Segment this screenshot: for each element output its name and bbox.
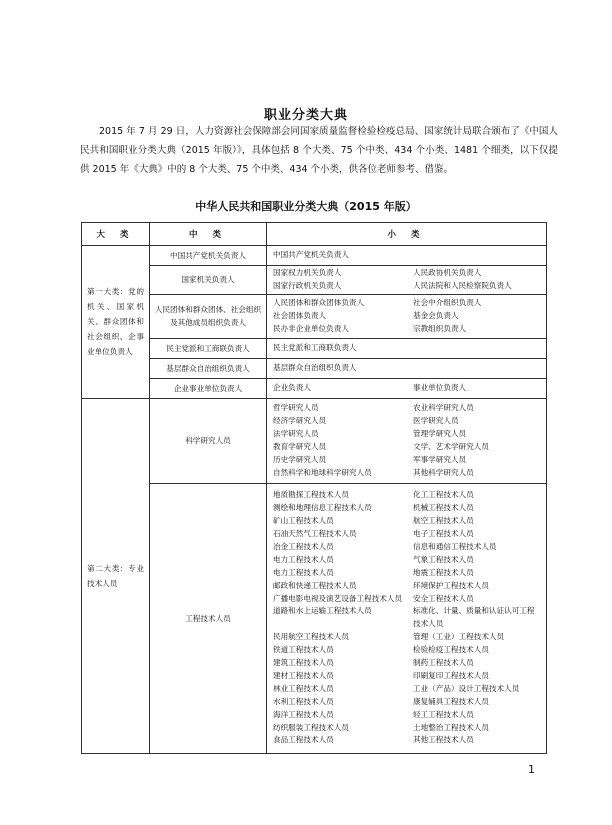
minor-item: 教育学研究人员: [273, 441, 327, 451]
minor-item: 地震工程技术人员: [413, 567, 474, 577]
table-row: [82, 483, 547, 753]
minor-category-cell: [267, 358, 547, 378]
minor-item: 机械工程技术人员: [413, 503, 474, 513]
minor-item: 文学、艺术学研究人员: [413, 441, 489, 451]
minor-item: 林业工程技术人员: [273, 683, 334, 693]
table-row: [82, 398, 547, 483]
minor-item: 国家权力机关负责人: [273, 268, 342, 277]
header-middle: 中 类: [150, 223, 267, 246]
table-row: [82, 294, 547, 338]
minor-item: 康复辅具工程技术人员: [413, 696, 489, 706]
minor-item: 基层群众自治组织负责人: [273, 362, 357, 372]
minor-item: 人民政协机关负责人: [413, 268, 482, 277]
middle-category-cell: 民主党派和工商联负责人: [150, 338, 267, 358]
minor-item: 邮政和快递工程技术人员: [273, 580, 357, 590]
minor-list: [273, 249, 540, 262]
table-row: [82, 246, 547, 266]
minor-item: 企业负责人: [273, 382, 311, 392]
minor-list: [273, 267, 540, 293]
header-major: 大 类: [82, 223, 150, 246]
table-row: [82, 358, 547, 378]
minor-item: 冶金工程技术人员: [273, 541, 334, 551]
minor-item: 其他工程技术人员: [413, 735, 474, 745]
minor-item: 军事学研究人员: [413, 454, 467, 464]
minor-item: 医学研究人员: [413, 416, 459, 425]
minor-item: 印刷复印工程技术人员: [413, 670, 489, 680]
minor-item: 安全工程技术人员: [413, 593, 474, 603]
document-title: 职业分类大典: [263, 108, 348, 123]
minor-item: 其他科学研究人员: [413, 467, 474, 477]
middle-category-cell: 基层群众自治组织负责人: [150, 358, 267, 378]
middle-category-cell: 科学研究人员: [150, 398, 267, 483]
minor-list: [273, 382, 540, 395]
minor-item: 管理（工业）工程技术人员: [413, 632, 505, 642]
minor-list: [273, 362, 540, 375]
minor-item: 管理学研究人员: [413, 428, 467, 438]
minor-item: 轻工工程技术人员: [413, 709, 474, 719]
minor-item: 历史学研究人员: [273, 454, 327, 464]
middle-category-cell: 企业事业单位负责人: [150, 378, 267, 398]
minor-item: 电力工程技术人员: [273, 554, 334, 564]
minor-item: 民办非企业单位负责人: [273, 323, 349, 333]
minor-item: 农业科学研究人员: [413, 403, 474, 413]
table-title: 中华人民共和国职业分类大典（2015 年版）: [195, 200, 417, 213]
minor-item: 检验检疫工程技术人员: [413, 645, 489, 655]
minor-category-cell: [267, 398, 547, 483]
minor-item: 广播电影电视及演艺设备工程技术人员: [273, 593, 403, 603]
table-row: [82, 266, 547, 295]
table-header-row: [82, 223, 547, 246]
minor-item: 人民团体和群众团体负责人: [273, 297, 365, 307]
minor-item: 石油天然气工程技术人员: [273, 528, 357, 538]
minor-item: 水利工程技术人员: [273, 696, 334, 706]
minor-item: 纺织服装工程技术人员: [273, 722, 349, 732]
minor-item: 电力工程技术人员: [273, 567, 334, 577]
minor-item: 地质勘探工程技术人员: [273, 490, 349, 500]
minor-item: 化工工程技术人员: [413, 490, 474, 500]
minor-item: 电子工程技术人员: [413, 528, 474, 538]
minor-list: [273, 342, 540, 355]
minor-item: 民用航空工程技术人员: [273, 632, 349, 642]
minor-item: 土地整治工程技术人员: [413, 722, 489, 732]
minor-item: 建筑工程技术人员: [273, 658, 334, 668]
minor-item: 社会团体负责人: [273, 310, 327, 320]
minor-item: 食品工程技术人员: [273, 735, 334, 745]
minor-item: 经济学研究人员: [273, 416, 327, 425]
minor-list: [273, 297, 540, 336]
minor-list: [273, 489, 540, 747]
major-category-cell: 第二大类：专业技术人员: [82, 398, 150, 753]
header-minor: 小 类: [267, 223, 547, 246]
table-row: [82, 338, 547, 358]
minor-item: 矿山工程技术人员: [273, 516, 334, 526]
minor-item: 制药工程技术人员: [413, 658, 474, 668]
minor-item: 海洋工程技术人员: [273, 709, 334, 719]
minor-item: 自然科学和地球科学研究人员: [273, 467, 372, 477]
minor-item: 航空工程技术人员: [413, 516, 474, 526]
minor-item: 建材工程技术人员: [273, 670, 334, 680]
middle-category-cell: 人民团体和群众团体、社会组织及其他成员组织负责人: [150, 294, 267, 338]
minor-item: 环境保护工程技术人员: [413, 580, 489, 590]
minor-item: 中国共产党机关负责人: [273, 250, 349, 260]
minor-category-cell: [267, 266, 547, 295]
minor-category-cell: [267, 338, 547, 358]
minor-item: 信息和通信工程技术人员: [413, 541, 497, 551]
minor-item: 人民法院和人民检察院负责人: [413, 280, 512, 290]
minor-item: 国家行政机关负责人: [273, 280, 342, 290]
major-category-cell: 第一大类：党的机关、国家机关、群众团体和社会组织、企事业单位负责人: [82, 246, 150, 399]
minor-list: [273, 402, 540, 479]
minor-item: 铁道工程技术人员: [273, 645, 334, 655]
minor-category-cell: [267, 294, 547, 338]
intro-paragraph: [80, 122, 558, 179]
table-row: [82, 378, 547, 398]
minor-item: 测绘和地理信息工程技术人员: [273, 503, 372, 513]
minor-item: 民主党派和工商联负责人: [273, 342, 357, 352]
minor-item: 道路和水上运输工程技术人员: [273, 606, 372, 616]
minor-item: 气象工程技术人员: [413, 554, 474, 564]
intro-text: 2015 年 7 月 29 日，人力资源社会保障部会同国家质量监督检验检疫总局、国家统计局联合颁布了《中国人民共和国职业分类大典（2015 年版）》，具体包括 8 个大类、75 个中类、434 个小类、1481 个细类，以下仅提供 2015 年《大典》中的 8 个大类、75 个中类、434 个小类，供各位老师参考、借鉴。: [80, 126, 558, 175]
minor-category-cell: [267, 483, 547, 753]
minor-item: 工业（产品）设计工程技术人员: [413, 683, 520, 693]
minor-item: 宗教组织负责人: [413, 323, 467, 333]
page-number: 1: [528, 763, 535, 776]
minor-item: 哲学研究人员: [273, 403, 319, 413]
classification-table: [81, 222, 547, 754]
middle-category-cell: 工程技术人员: [150, 483, 267, 753]
minor-item: 标准化、计量、质量和认证认可工程技术人员: [413, 606, 535, 629]
minor-item: 基金会负责人: [413, 310, 459, 320]
middle-category-cell: 国家机关负责人: [150, 266, 267, 295]
minor-category-cell: [267, 378, 547, 398]
minor-item: 法学研究人员: [273, 428, 319, 438]
middle-category-cell: 中国共产党机关负责人: [150, 246, 267, 266]
minor-item: 事业单位负责人: [413, 382, 467, 392]
minor-category-cell: [267, 246, 547, 266]
minor-item: 社会中介组织负责人: [413, 297, 482, 307]
table-body: [82, 246, 547, 754]
